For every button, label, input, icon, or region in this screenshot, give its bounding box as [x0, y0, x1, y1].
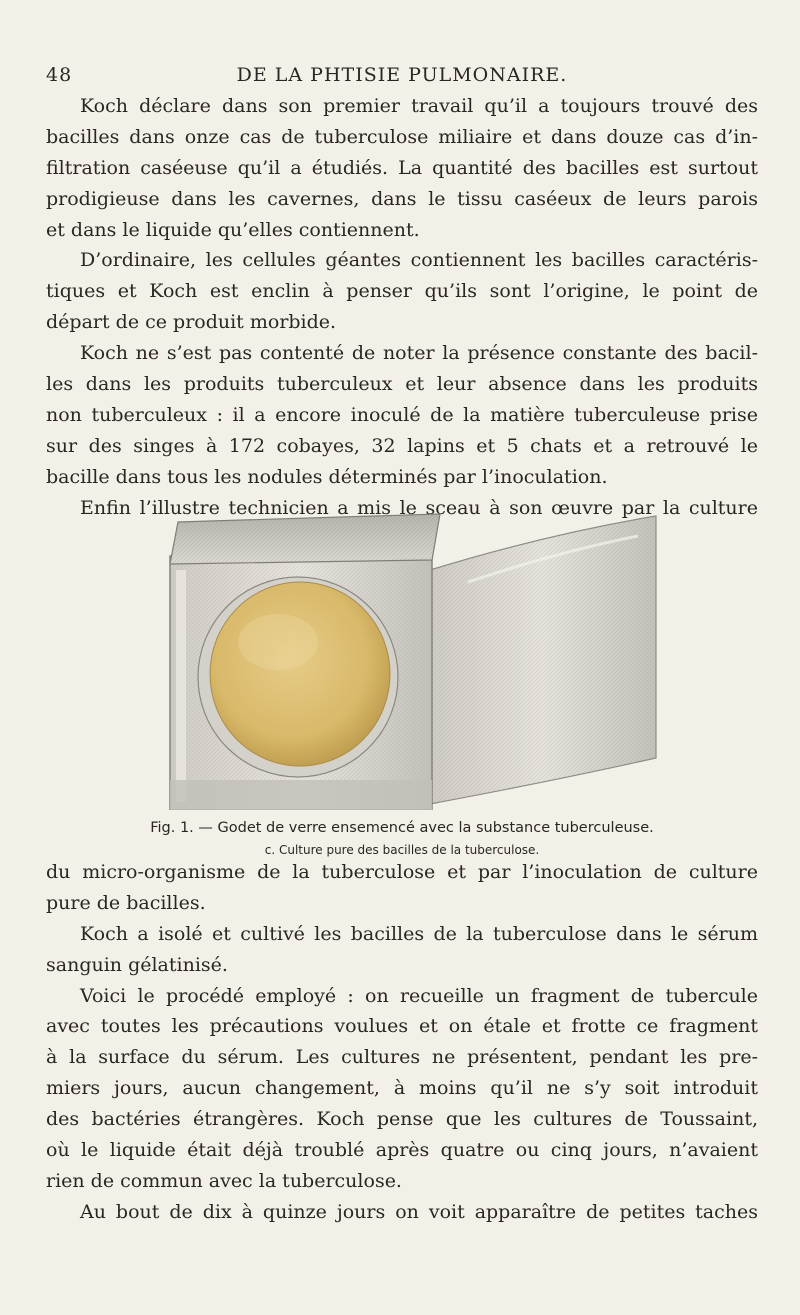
text-line: départ de ce produit morbide.	[46, 311, 337, 334]
text-line: les dans les produits tuberculeux et leur absence dans les produits	[46, 373, 758, 396]
text-line: des bactéries étrangères. Koch pense que les cultures de Toussaint,	[46, 1108, 758, 1131]
text-line: rien de commun avec la tuberculose.	[46, 1169, 402, 1192]
text-line: filtration caséeuse qu’il a étudiés. La quantité des bacilles est surtout	[46, 156, 758, 179]
figure-caption	[46, 818, 758, 859]
text-line: sanguin gélatinisé.	[46, 953, 228, 976]
text-line: tiques et Koch est enclin à penser qu’ils sont l’origine, le point de	[46, 280, 758, 303]
body-text-bottom	[46, 857, 758, 1228]
page-number: 48	[46, 64, 73, 86]
text-line: à la surface du sérum. Les cultures ne présentent, pendant les pre-	[46, 1046, 758, 1069]
text-line: bacilles dans onze cas de tuberculose miliaire et dans douze cas d’in-	[46, 125, 758, 148]
text-line: du micro-organisme de la tuberculose et par l’inoculation de culture	[46, 861, 758, 883]
text-line: non tuberculeux : il a encore inoculé de la matière tuberculeuse prise	[46, 403, 758, 426]
glass-dish-illustration	[168, 512, 658, 810]
text-line: où le liquide était déjà troublé après quatre ou cinq jours, n’avaient	[46, 1139, 758, 1162]
caption-sub: c. Culture pure des bacilles de la tuberculose.	[264, 843, 540, 857]
text-line: Enfin l’illustre technicien a mis le sceau à son œuvre par la culture	[80, 496, 758, 519]
text-line: Koch a isolé et cultivé les bacilles de la tuberculose dans le sérum	[80, 922, 758, 945]
text-line: Voici le procédé employé : on recueille un fragment de tubercule	[80, 984, 758, 1007]
text-line: Koch ne s’est pas contenté de noter la présence constante des bacil-	[80, 342, 758, 365]
text-line: Koch déclare dans son premier travail qu’il a toujours trouvé des	[80, 95, 758, 117]
text-line: et dans le liquide qu’elles contiennent.	[46, 218, 420, 241]
figure-glass-dish	[168, 512, 658, 810]
text-line: avec toutes les précautions voulues et on étale et frotte ce fragment	[46, 1015, 758, 1038]
text-line: pure de bacilles.	[46, 891, 206, 914]
text-line: bacille dans tous les nodules déterminés par l’inoculation.	[46, 465, 608, 488]
text-line: Au bout de dix à quinze jours on voit apparaître de petites taches	[80, 1200, 758, 1223]
text-line: D’ordinaire, les cellules géantes contiennent les bacilles caractéris-	[80, 249, 758, 272]
running-head	[46, 64, 758, 92]
text-line: miers jours, aucun changement, à moins qu’il ne s’y soit introduit	[46, 1077, 758, 1100]
text-line: sur des singes à 172 cobayes, 32 lapins et 5 chats et a retrouvé le	[46, 434, 758, 457]
running-title: DE LA PHTISIE PULMONAIRE.	[236, 64, 568, 86]
caption-main: Fig. 1. — Godet de verre ensemencé avec la substance tuberculeuse.	[150, 820, 654, 836]
body-text-top	[46, 91, 758, 523]
text-line: prodigieuse dans les cavernes, dans le tissu caséeux de leurs parois	[46, 187, 758, 210]
